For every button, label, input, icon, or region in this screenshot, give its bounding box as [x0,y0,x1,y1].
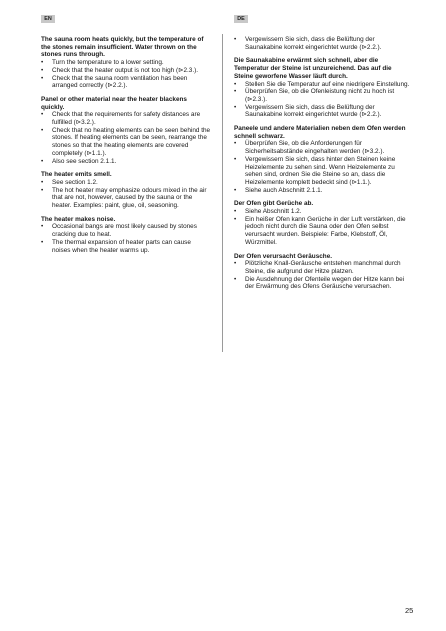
section-heading: The heater emits smell. [41,171,112,179]
section-ofen-geraeusche [234,253,412,292]
bullet-list [41,179,211,210]
bullet-item: • Plötzliche Knall-Geräusche entstehen manchmal durch Steine, die aufgrund der Hitze platzen. [234,260,412,275]
bullet-item: • The hot heater may emphasize odours mixed in the air that are not, however, caused by the sauna or the heater. Examples: paint, glue, oil, seasoning. [41,187,211,210]
section-paneele-schwarz [234,125,412,194]
column-divider [222,34,223,352]
bullet-list [234,260,412,291]
english-column [41,36,211,260]
bullet-item: • Turn the temperature to a lower setting. [41,59,211,67]
bullet-item: • Siehe Abschnitt 1.2. [234,208,412,216]
section-ofen-gerueche [234,200,412,246]
section-stones-insufficient [41,36,211,90]
bullet-item: • Überprüfen Sie, ob die Anforderungen für Sicherheitsabstände eingehalten werden (⊳3.2.). [234,140,412,155]
bullet-item: • Vergewissern Sie sich, dass die Belüftung der Saunakabine korrekt eingerichtet wurde (⊳2.2.). [234,36,412,51]
bullet-item: • The thermal expansion of heater parts can cause noises when the heater warms up. [41,239,211,254]
bullet-item: • Siehe auch Abschnitt 2.1.1. [234,187,412,195]
bullet-item: • Also see section 2.1.1. [41,158,211,166]
bullet-item: • Check that the requirements for safety distances are fulfilled (⊳3.2.). [41,111,211,126]
section-steine-unzureichend [234,57,412,119]
section-heading: Panel or other material near the heater blackens quickly. [41,95,187,111]
language-badge-en: EN [41,15,55,23]
bullet-list [41,59,211,90]
section-heading: The heater makes noise. [41,215,116,223]
section-heater-noise [41,216,211,255]
bullet-item: • Vergewissern Sie sich, dass hinter den Steinen keine Heizelemente zu sehen sind. Wenn Heizelemente zu sehen sind, ordnen Sie die Steine so an, dass die Heizelemente komplett bedeckt sind (⊳1.1.). [234,156,412,187]
bullet-list [234,81,412,120]
bullet-item: • Check that the heater output is not too high (⊳2.3.). [41,67,211,75]
bullet-item: • Occasional bangs are most likely caused by stones cracking due to heat. [41,223,211,238]
section-heading: The sauna room heats quickly, but the temperature of the stones remain insufficient. Water thrown on the stones runs through. [41,36,204,59]
bullet-item: • Check that no heating elements can be seen behind the stones. If heating elements can be seen, rearrange the stones so that the heating elements are covered completely (⊳1.1.). [41,127,211,158]
page-number: 25 [405,606,414,615]
section-heading: Der Ofen gibt Gerüche ab. [234,200,314,208]
bullet-list [234,208,412,247]
section-heading: Paneele und andere Materialien neben dem Ofen werden schnell schwarz. [234,125,406,140]
section-panel-blackens [41,96,211,165]
bullet-item: • Check that the sauna room ventilation has been arranged correctly (⊳2.2.). [41,75,211,90]
bullet-item: • Vergewissern Sie sich, dass die Belüftung der Saunakabine korrekt eingerichtet wurde (⊳2.2.). [234,104,412,119]
bullet-list [234,36,412,51]
bullet-list [234,140,412,194]
bullet-list [41,111,211,165]
bullet-item: • Die Ausdehnung der Ofenteile wegen der Hitze kann bei der Erwärmung des Ofens Geräusche verursachen. [234,276,412,291]
language-badge-de: DE [234,15,248,23]
german-column [234,36,412,297]
bullet-item: • Ein heißer Ofen kann Gerüche in der Luft verstärken, die jedoch nicht durch die Sauna oder den Ofen selbst verursacht wurden. Beispiele: Farbe, Klebstoff, Öl, Würzmittel. [234,216,412,247]
bullet-item: • Überprüfen Sie, ob die Ofenleistung nicht zu hoch ist (⊳2.3.). [234,88,412,103]
section-heading: Der Ofen verursacht Geräusche. [234,252,333,260]
section-continued [234,36,412,51]
bullet-item: • Stellen Sie die Temperatur auf eine niedrigere Einstellung. [234,81,412,89]
bullet-item: • See section 1.2. [41,179,211,187]
bullet-list [41,223,211,254]
section-heading: Die Saunakabine erwärmt sich schnell, aber die Temperatur der Steine ist unzureichend. Das auf die Steine geworfene Wasser läuft durch. [234,57,392,80]
section-heater-smell [41,171,211,210]
